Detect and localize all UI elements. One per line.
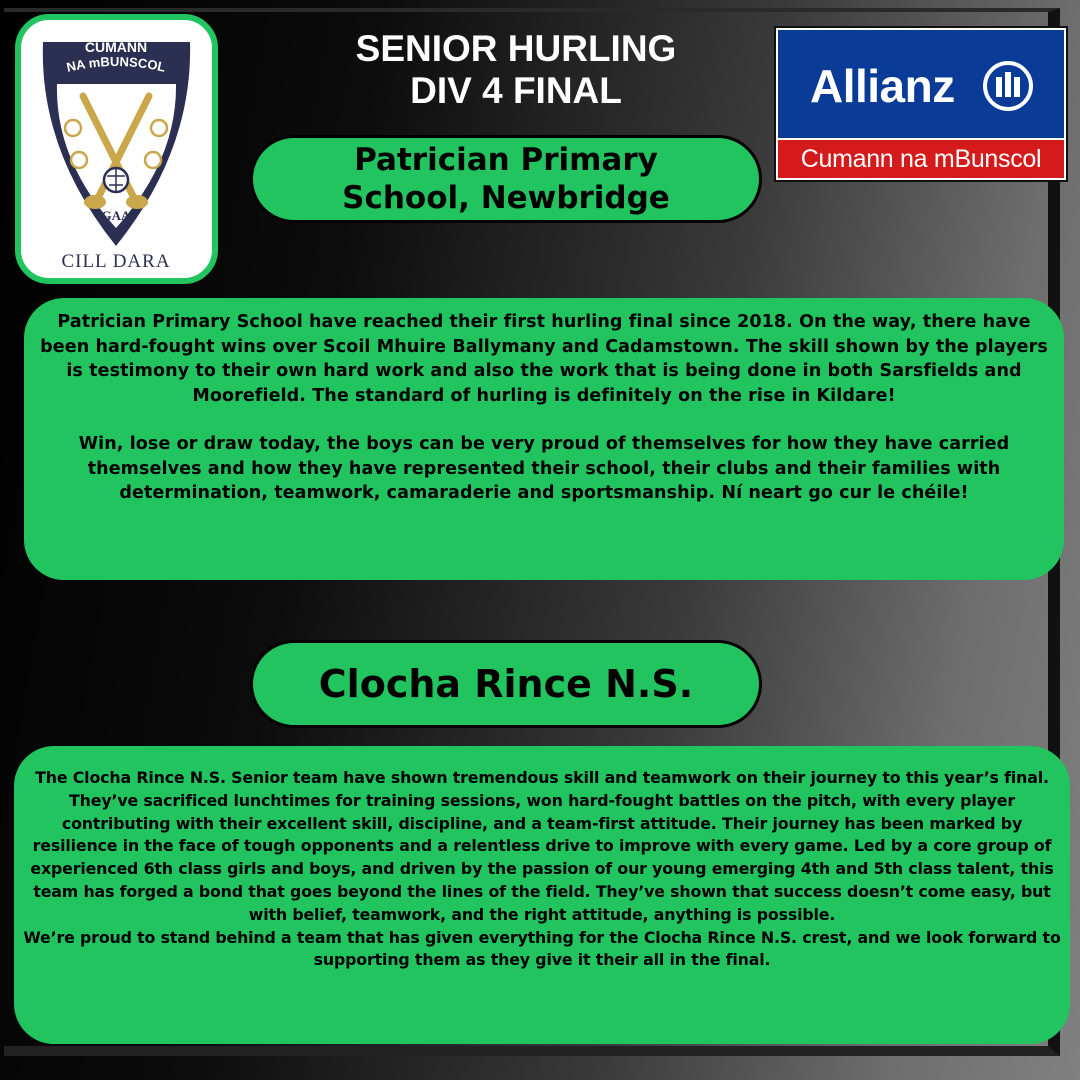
- crest-gaa-text: GAA: [101, 208, 131, 223]
- team2-paragraph-1: The Clocha Rince N.S. Senior team have shown tremendous skill and teamwork on their journey to this year’s final. They’ve sacrificed lunchtimes for training sessions, won hard-fought battles on the pitch, with every player contributing with their excellent skill, discipline, and a team-first attitude. Their journey has been marked by resilience in the face of tough opponents and a relentless drive to improve with every game. Led by a core group of experienced 6th class girls and boys, and driven by the passion of our young emerging 4th and 5th class talent, this team has forged a bond that goes beyond the lines of the field. They’ve shown that success doesn’t come easy, but with belief, teamwork, and the right attitude, anything is possible.: [30, 768, 1054, 924]
- team1-paragraph-1: Patrician Primary School have reached their first hurling final since 2018. On the way, there have been hard-fought wins over Scoil Mhuire Ballymany and Cadamstown. The skill shown by the players is testimony to their own hard work and also the work that is being done in both Sarsfields and Moorefield. The standard of hurling is definitely on the rise in Kildare!: [40, 312, 1048, 406]
- crest-arc-text: NA mBUNSCOL: [64, 53, 168, 75]
- allianz-wordmark: Allianz: [810, 60, 955, 112]
- team2-description: [14, 746, 1070, 1044]
- allianz-eagle-icon: [982, 60, 1034, 112]
- team2-paragraph-2: We’re proud to stand behind a team that has given everything for the Clocha Rince N.S. crest, and we look forward to supporting them as they give it their all in the final.: [23, 927, 1061, 970]
- team2-name-pill: Clocha Rince N.S.: [250, 640, 762, 728]
- title-line-1: SENIOR HURLING: [355, 28, 677, 69]
- crest-top-text: CUMANN: [84, 39, 148, 55]
- team1-paragraph-2: Win, lose or draw today, the boys can be very proud of themselves for how they have carried themselves and how they have represented their school, their clubs and their families with determination, teamwork, camaraderie and sportsmanship. Ní neart go cur le chéile!: [78, 434, 1010, 503]
- allianz-subtitle-band: Cumann na mBunscol: [778, 140, 1064, 178]
- page-title: [290, 28, 742, 112]
- cumann-na-mbunscol-crest: [15, 14, 218, 284]
- crest-bottom-text: CILL DARA: [61, 251, 171, 272]
- title-line-2: DIV 4 FINAL: [410, 70, 622, 111]
- crest-graphic: [21, 20, 212, 278]
- team1-name-pill: [250, 135, 762, 223]
- allianz-logo-top-band: [778, 30, 1064, 138]
- team1-description: [24, 298, 1064, 580]
- team1-name-line-2: School, Newbridge: [342, 180, 670, 216]
- allianz-sponsor-logo: [774, 26, 1068, 182]
- team1-name-line-1: Patrician Primary: [354, 142, 658, 178]
